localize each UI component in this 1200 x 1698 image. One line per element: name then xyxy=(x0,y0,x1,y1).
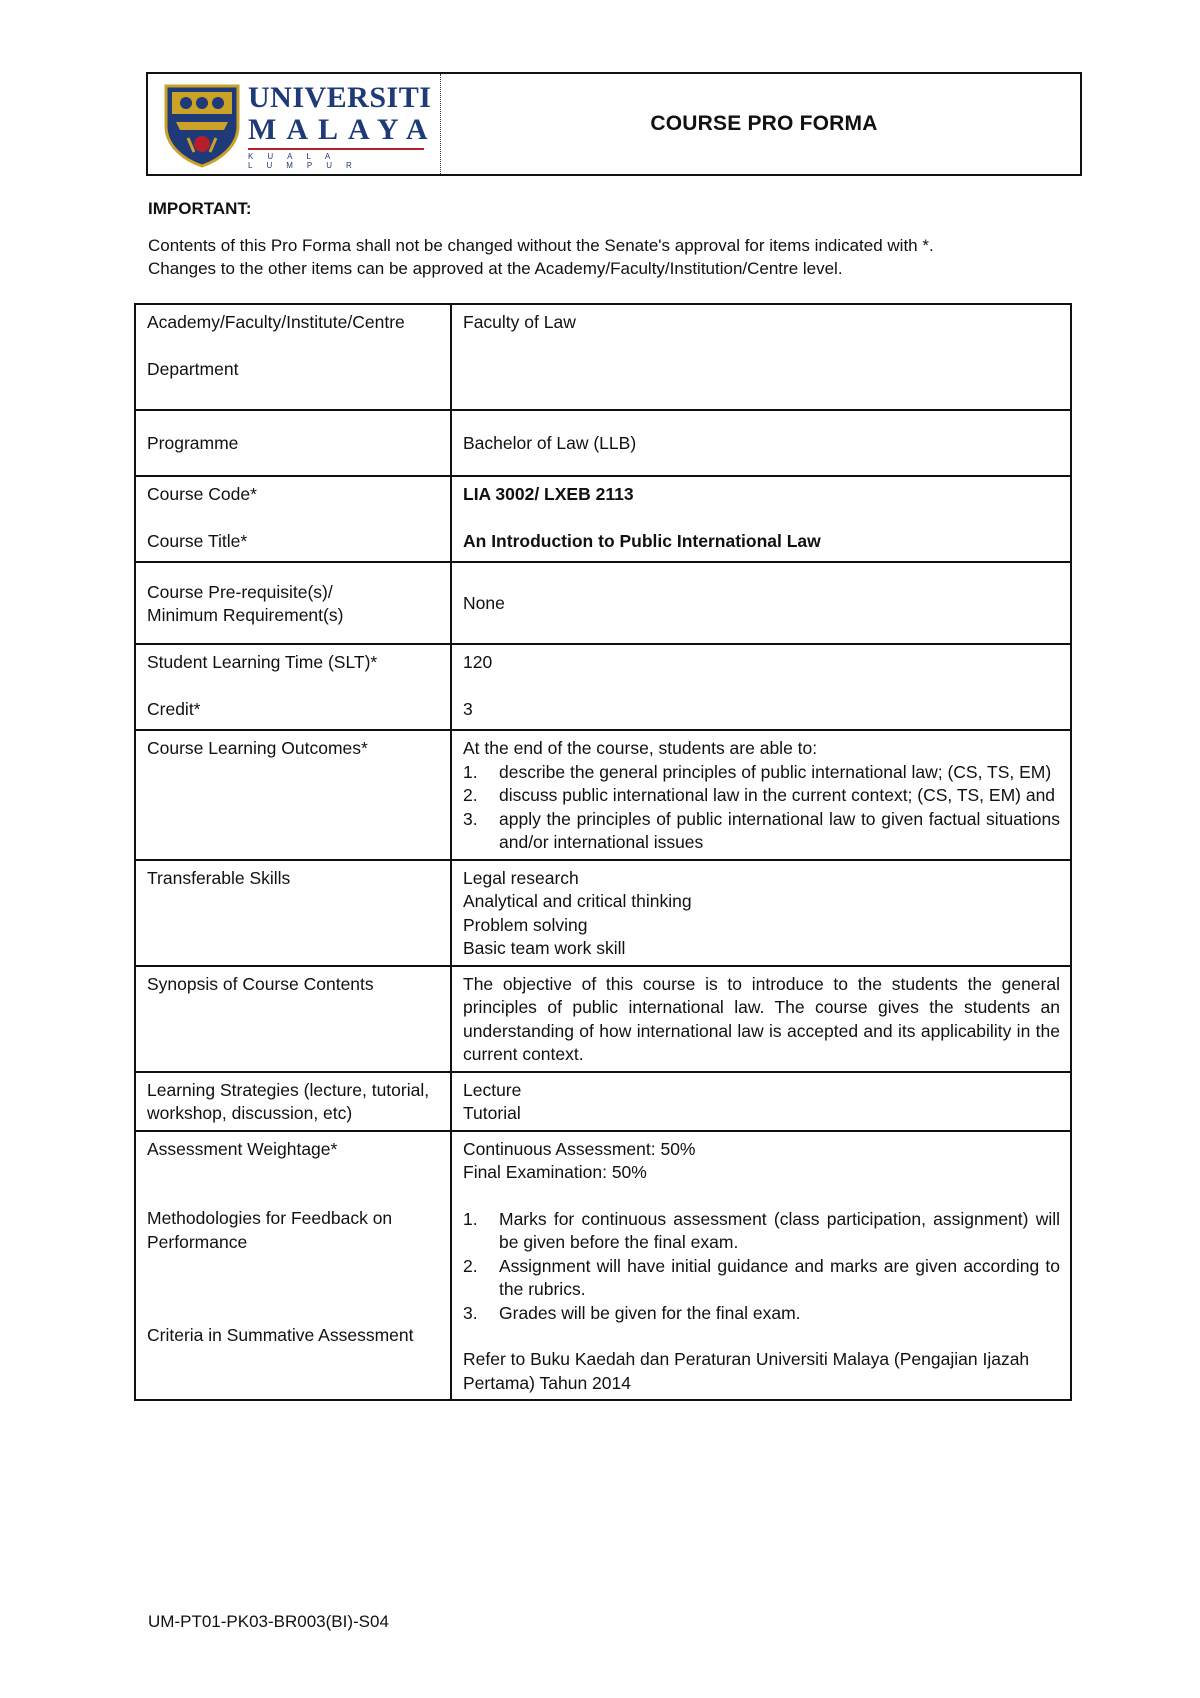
list-item: Tutorial xyxy=(463,1103,521,1123)
feedback-label: Methodologies for Feedback on Performance xyxy=(147,1208,393,1252)
course-title-label: Course Title* xyxy=(147,530,248,551)
logo-rule xyxy=(248,148,424,150)
feedback-list xyxy=(463,1208,1060,1326)
cell-assessment-label xyxy=(135,1131,451,1401)
list-text: Marks for continuous assessment (class participation, assignment) will be given before the final exam. xyxy=(499,1208,1060,1252)
list-text: describe the general principles of public international law; (CS, TS, EM) xyxy=(499,761,1052,782)
cell-skills-value xyxy=(451,860,1071,966)
criteria-value: Refer to Buku Kaedah dan Peraturan Universiti Malaya (Pengajian Ijazah Pertama) Tahun 2014 xyxy=(463,1349,1030,1393)
prereq-value: None xyxy=(451,562,1071,644)
list-item: Problem solving xyxy=(463,914,588,935)
list-item: Analytical and critical thinking xyxy=(463,891,692,911)
row-slt-credit xyxy=(135,644,1071,730)
list-item xyxy=(463,1302,1060,1326)
logo-line2: MALAYA xyxy=(248,113,438,146)
credit-label: Credit* xyxy=(147,698,201,719)
synopsis-label: Synopsis of Course Contents xyxy=(135,966,451,1072)
page-title: COURSE PRO FORMA xyxy=(650,112,878,135)
programme-label: Programme xyxy=(135,410,451,476)
cell-prereq-label xyxy=(135,562,451,644)
criteria-label: Criteria in Summative Assessment xyxy=(147,1325,414,1345)
strategies-label: Learning Strategies (lecture, tutorial, workshop, discussion, etc) xyxy=(135,1072,451,1131)
assessment-label: Assessment Weightage* xyxy=(147,1138,338,1159)
important-label: IMPORTANT: xyxy=(148,199,252,218)
list-number: 1. xyxy=(463,1208,478,1229)
course-code-value: LIA 3002/ LXEB 2113 xyxy=(463,484,634,504)
row-synopsis xyxy=(135,966,1071,1072)
slt-label: Student Learning Time (SLT)* xyxy=(147,652,378,672)
header-box xyxy=(146,72,1082,176)
list-number: 2. xyxy=(463,1255,478,1276)
clo-list xyxy=(463,761,1060,855)
academy-value: Faculty of Law xyxy=(463,312,576,332)
row-academy xyxy=(135,304,1071,410)
list-text: discuss public international law in the current context; (CS, TS, EM) and xyxy=(499,785,1056,805)
list-item xyxy=(463,1208,1060,1255)
slt-value: 120 xyxy=(463,652,493,672)
prereq-label-1: Course Pre-requisite(s)/ xyxy=(147,581,333,602)
course-proforma-table xyxy=(134,303,1072,1401)
logo-line3: KUALA LUMPUR xyxy=(248,152,366,170)
footer-code: UM-PT01-PK03-BR003(BI)-S04 xyxy=(148,1612,389,1631)
programme-value: Bachelor of Law (LLB) xyxy=(451,410,1071,476)
list-item: Continuous Assessment: 50% xyxy=(463,1138,696,1159)
cell-code-title-label xyxy=(135,476,451,562)
cell-academy-value xyxy=(451,304,1071,410)
clo-label: Course Learning Outcomes* xyxy=(135,730,451,860)
list-item: Lecture xyxy=(463,1079,522,1100)
list-text: Assignment will have initial guidance and marks are given according to the rubrics. xyxy=(499,1255,1060,1299)
cell-strategies-value xyxy=(451,1072,1071,1131)
important-line-2: Changes to the other items can be approved at the Academy/Faculty/Institution/Centre level. xyxy=(148,259,843,278)
list-number: 1. xyxy=(463,761,478,782)
important-line-1: Contents of this Pro Forma shall not be changed without the Senate's approval for items indicated with *. xyxy=(148,236,934,255)
list-number: 3. xyxy=(463,1302,478,1323)
skills-label: Transferable Skills xyxy=(135,860,451,966)
cell-slt-label xyxy=(135,644,451,730)
list-number: 3. xyxy=(463,808,478,829)
list-item: Legal research xyxy=(463,867,579,888)
department-label: Department xyxy=(147,358,239,379)
academy-label: Academy/Faculty/Institute/Centre xyxy=(147,312,405,332)
list-item: Basic team work skill xyxy=(463,938,626,958)
list-item: Final Examination: 50% xyxy=(463,1162,647,1182)
cell-assessment-value xyxy=(451,1131,1071,1401)
list-text: apply the principles of public international law to given factual situations and/or international issues xyxy=(499,808,1060,852)
prereq-label-2: Minimum Requirement(s) xyxy=(147,605,344,625)
course-title-value: An Introduction to Public International Law xyxy=(463,530,821,551)
cell-clo-value xyxy=(451,730,1071,860)
list-number: 2. xyxy=(463,785,478,805)
list-text: Grades will be given for the final exam. xyxy=(499,1302,801,1323)
university-logo xyxy=(162,82,452,168)
list-item xyxy=(463,761,1060,785)
credit-value: 3 xyxy=(463,698,473,719)
cell-code-title-value xyxy=(451,476,1071,562)
row-prerequisite xyxy=(135,562,1071,644)
row-transferable-skills xyxy=(135,860,1071,966)
course-code-label: Course Code* xyxy=(147,484,257,504)
list-item xyxy=(463,1255,1060,1302)
synopsis-value: The objective of this course is to introduce to the students the general principles of public international law. The course gives the students an understanding of how international law is accepted and its applicability in the current context. xyxy=(451,966,1071,1072)
list-item xyxy=(463,784,1060,808)
row-learning-strategies xyxy=(135,1072,1071,1131)
header-divider xyxy=(440,74,441,174)
important-text xyxy=(148,234,1098,280)
logo-line1: UNIVERSITI xyxy=(248,81,432,114)
list-item xyxy=(463,808,1060,855)
cell-slt-value xyxy=(451,644,1071,730)
row-programme xyxy=(135,410,1071,476)
row-assessment xyxy=(135,1131,1071,1401)
clo-intro: At the end of the course, students are able to: xyxy=(463,738,818,758)
row-learning-outcomes xyxy=(135,730,1071,860)
row-course-code-title xyxy=(135,476,1071,562)
cell-academy-label xyxy=(135,304,451,410)
